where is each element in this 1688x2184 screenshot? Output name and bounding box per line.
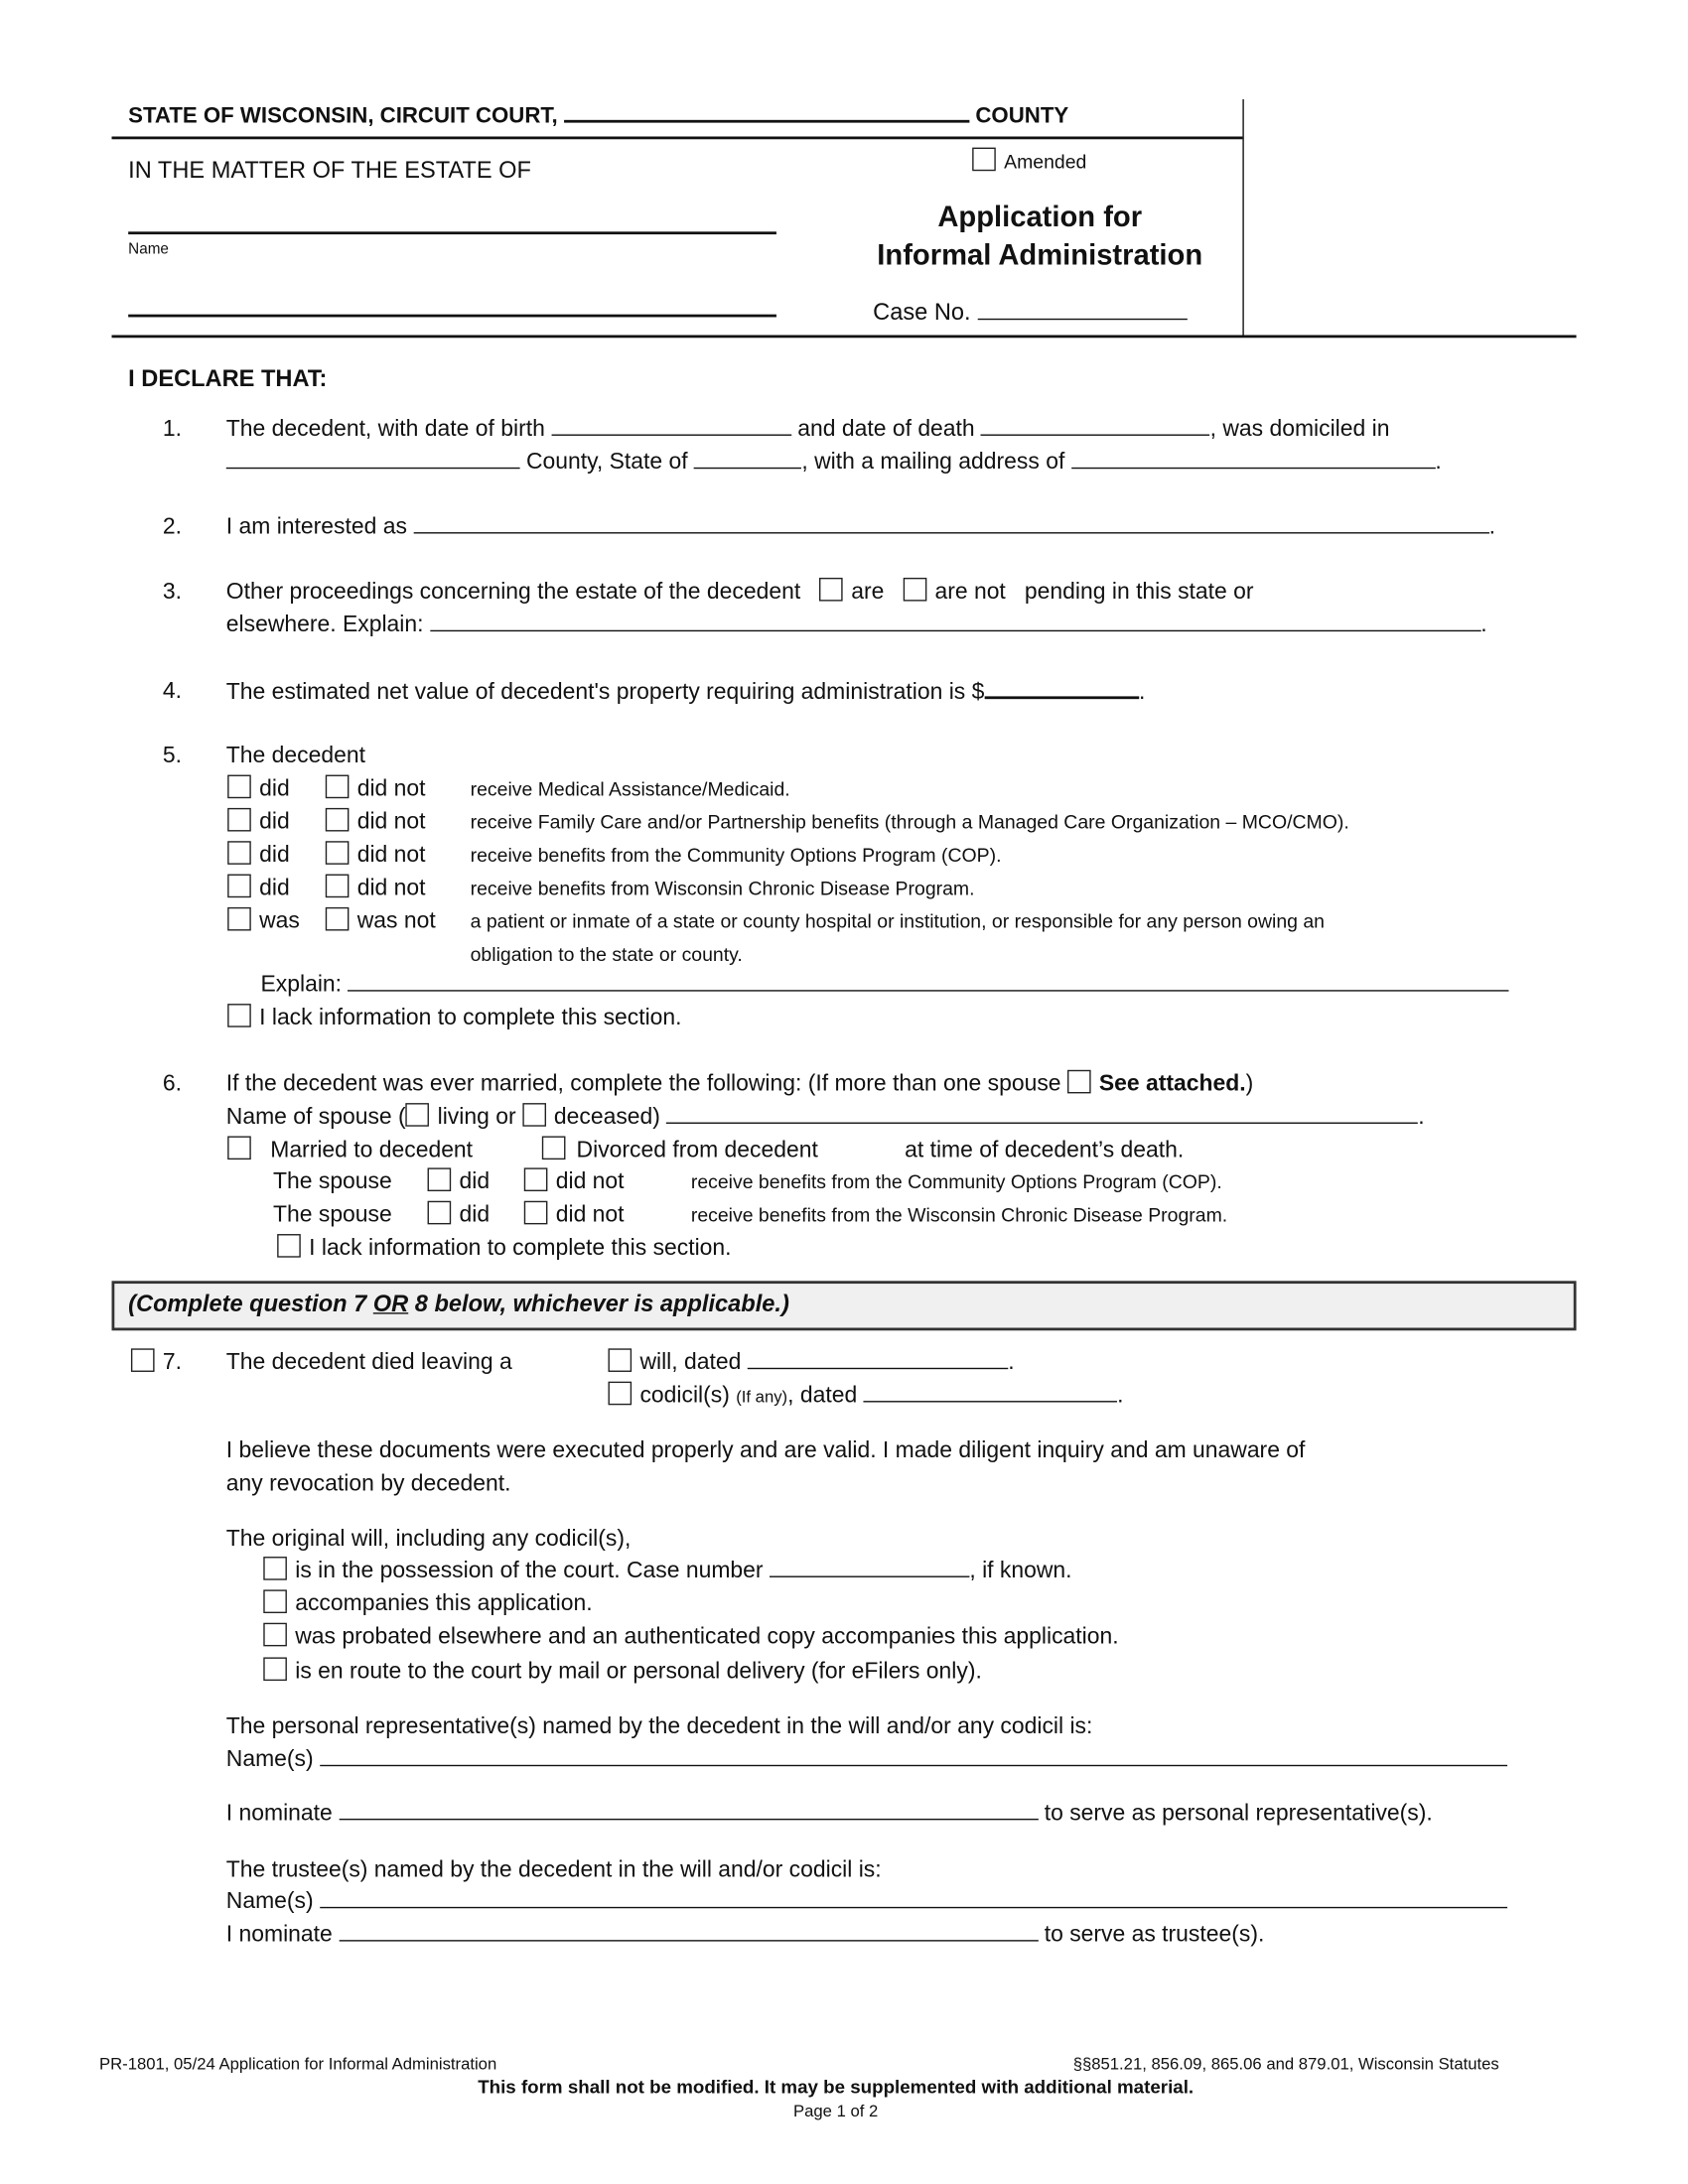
net-value-field[interactable]	[984, 677, 1139, 699]
did-checkbox[interactable]	[227, 775, 251, 799]
codicil-checkbox[interactable]	[609, 1382, 633, 1406]
q6-line1	[226, 1070, 1253, 1098]
possession-checkbox[interactable]	[263, 1557, 287, 1580]
text: I lack information to complete this section.	[259, 1005, 682, 1030]
spouse-cop-opts	[524, 1167, 625, 1195]
q6-lack	[277, 1234, 731, 1262]
q1-line2	[226, 448, 1442, 476]
estate-of-label: IN THE MATTER OF THE ESTATE OF	[128, 157, 531, 184]
text: The original will, including any codicil(s),	[225, 1526, 632, 1552]
did-not-checkbox[interactable]	[326, 875, 350, 898]
spouse-wcdp-opts	[524, 1201, 625, 1229]
pr-nominate	[226, 1800, 1433, 1828]
explain-field[interactable]	[430, 611, 1480, 631]
text: See attached.	[1098, 1071, 1246, 1097]
court-line	[128, 100, 1068, 131]
date-of-birth-field[interactable]	[551, 415, 791, 436]
q3-line1	[226, 578, 1254, 606]
text: The decedent	[225, 743, 365, 768]
item-number: 7.	[162, 1349, 183, 1375]
text: receive Medical Assistance/Medicaid.	[470, 777, 790, 800]
interest-field[interactable]	[413, 513, 1488, 534]
probated-elsewhere-checkbox[interactable]	[263, 1623, 287, 1647]
q5-lack	[227, 1004, 681, 1031]
text: was	[259, 908, 300, 934]
pr-names	[226, 1745, 1507, 1773]
see-attached-checkbox[interactable]	[1067, 1070, 1091, 1094]
text: The trustee(s) named by the decedent in the will and/or codicil is:	[225, 1856, 882, 1882]
lack-info-checkbox[interactable]	[277, 1234, 301, 1258]
are-checkbox[interactable]	[819, 578, 843, 602]
text: .	[1138, 679, 1146, 705]
text: .	[1435, 449, 1442, 475]
text: did not	[356, 842, 426, 868]
text: a patient or inmate of a state or county hospital or institution, or responsible for any person owing an	[470, 909, 1325, 932]
text: OR	[372, 1291, 409, 1317]
text: County, State of	[525, 449, 688, 475]
text: receive benefits from Wisconsin Chronic Disease Program.	[470, 877, 975, 899]
q6-line2	[226, 1103, 1425, 1131]
did-checkbox[interactable]	[227, 841, 251, 865]
text: receive benefits from the Wisconsin Chronic Disease Program.	[690, 1203, 1228, 1226]
text: was not	[356, 908, 436, 934]
county-label: COUNTY	[975, 104, 1069, 129]
case-no	[873, 299, 1187, 327]
county-domicile-field[interactable]	[226, 448, 520, 469]
deceased-checkbox[interactable]	[522, 1103, 546, 1127]
did-checkbox[interactable]	[428, 1201, 452, 1225]
text: The spouse	[273, 1168, 392, 1194]
text: will, dated	[639, 1349, 742, 1375]
state-field[interactable]	[694, 448, 801, 469]
q5-row	[471, 808, 1349, 836]
case-no-field[interactable]	[977, 299, 1187, 320]
text: I nominate	[225, 1800, 333, 1826]
q5-row	[326, 841, 426, 869]
text: Name of spouse (	[225, 1104, 406, 1130]
text: )	[1245, 1071, 1254, 1097]
text: 8 below, whichever is applicable.)	[408, 1291, 789, 1317]
text: I nominate	[225, 1922, 333, 1948]
will-checkbox[interactable]	[609, 1348, 633, 1372]
text: .	[1480, 612, 1487, 637]
text: Name(s)	[225, 1888, 314, 1914]
form-title	[833, 199, 1247, 276]
amended-option	[972, 148, 1086, 176]
did-checkbox[interactable]	[227, 875, 251, 898]
q5-row	[227, 907, 300, 935]
page-number: Page 1 of 2	[793, 2101, 879, 2121]
declare-heading: I DECLARE THAT:	[128, 365, 328, 392]
trustee-nominee-field[interactable]	[339, 1921, 1038, 1942]
q5-row	[471, 875, 975, 902]
text: was probated elsewhere and an authenticated copy accompanies this application.	[295, 1624, 1119, 1650]
text: receive benefits from the Community Options Program (COP).	[470, 844, 1002, 867]
text: receive benefits from the Community Options Program (COP).	[690, 1170, 1222, 1193]
county-field[interactable]	[564, 100, 969, 122]
q5-row	[227, 841, 290, 869]
text: did	[259, 775, 290, 801]
divider	[112, 336, 1577, 339]
text: I believe these documents were executed properly and are valid. I made diligent inquiry and am unaware of	[225, 1437, 1306, 1463]
text: .	[1488, 514, 1496, 540]
text: to serve as personal representative(s).	[1044, 1800, 1433, 1826]
q6-divorced	[542, 1136, 818, 1163]
text: I lack information to complete this section.	[309, 1235, 732, 1261]
did-not-checkbox[interactable]	[524, 1201, 548, 1225]
text: .	[1418, 1104, 1425, 1130]
text: obligation to the state or county.	[470, 943, 743, 966]
case-no-label: Case No.	[873, 299, 971, 326]
text: Explain:	[260, 972, 343, 998]
item-number: 3.	[162, 579, 183, 605]
pr-names-field[interactable]	[320, 1745, 1507, 1766]
text: is en route to the court by mail or personal delivery (for eFilers only).	[295, 1658, 982, 1684]
case-number-field[interactable]	[770, 1557, 969, 1577]
text: Name(s)	[225, 1746, 314, 1772]
did-checkbox[interactable]	[428, 1167, 452, 1191]
item-number: 6.	[162, 1071, 183, 1097]
text: Other proceedings concerning the estate of the decedent	[225, 579, 801, 605]
spouse-wcdp-opts	[428, 1201, 491, 1229]
text: elsewhere. Explain:	[225, 612, 424, 637]
q5-row	[326, 808, 426, 836]
trustee-names-field[interactable]	[320, 1887, 1507, 1908]
text: The estimated net value of decedent's property requiring administration is $	[225, 679, 985, 705]
decedent-name-field-2[interactable]	[128, 315, 776, 317]
q5-row	[227, 808, 290, 836]
text: , was domiciled in	[1209, 416, 1390, 442]
text: to serve as trustee(s).	[1044, 1922, 1265, 1948]
will-option-2	[263, 1589, 592, 1617]
q5-row	[471, 775, 790, 803]
item-number: 5.	[162, 743, 183, 768]
q4-line	[226, 677, 1146, 706]
q7-select	[131, 1348, 182, 1376]
married-checkbox[interactable]	[227, 1136, 251, 1160]
text: did	[459, 1202, 491, 1228]
did-not-checkbox[interactable]	[326, 775, 350, 799]
codicil-line	[609, 1382, 1124, 1411]
text: .	[1008, 1349, 1015, 1375]
q5-row	[471, 907, 1325, 935]
text: The personal representative(s) named by the decedent in the will and/or any codicil is:	[225, 1713, 1093, 1739]
text: , if known.	[969, 1558, 1072, 1583]
text: The decedent, with date of birth	[225, 416, 545, 442]
banner-text	[128, 1291, 789, 1318]
will-date-field[interactable]	[748, 1348, 1009, 1369]
accompanies-checkbox[interactable]	[263, 1589, 287, 1613]
decedent-name-field[interactable]	[128, 231, 776, 234]
did-not-checkbox[interactable]	[326, 808, 350, 832]
text: any revocation by decedent.	[225, 1470, 511, 1496]
text: did not	[356, 775, 426, 801]
q1-line1	[226, 415, 1390, 443]
text: Divorced from decedent	[576, 1137, 818, 1162]
q3-line2	[226, 611, 1487, 638]
text: deceased)	[553, 1104, 660, 1130]
will-option-3	[263, 1623, 1118, 1651]
item-number: 1.	[162, 416, 183, 442]
text: at time of decedent’s death.	[905, 1137, 1185, 1162]
court-label: STATE OF WISCONSIN, CIRCUIT COURT,	[128, 104, 558, 129]
text: (Complete question 7	[128, 1291, 373, 1317]
are-not-checkbox[interactable]	[904, 578, 927, 602]
text: did	[259, 809, 290, 835]
text: living or	[437, 1104, 516, 1130]
form-id: PR-1801, 05/24 Application for Informal Administration	[99, 2054, 497, 2074]
divorced-checkbox[interactable]	[542, 1136, 566, 1160]
spouse-wcdp	[273, 1201, 392, 1229]
text: .	[1117, 1383, 1124, 1409]
text: and date of death	[797, 416, 975, 442]
q5-row	[471, 841, 1002, 869]
name-label: Name	[128, 241, 169, 258]
text: did not	[356, 875, 426, 900]
date-of-death-field[interactable]	[981, 415, 1210, 436]
text: is in the possession of the court. Case number	[295, 1558, 764, 1583]
explain-field[interactable]	[348, 971, 1508, 992]
did-not-checkbox[interactable]	[326, 841, 350, 865]
q5-row	[326, 907, 436, 935]
amended-label: Amended	[1004, 150, 1087, 173]
text: The decedent died leaving a	[225, 1349, 512, 1375]
text: are not	[934, 579, 1006, 605]
q5-row	[326, 875, 426, 902]
divider	[112, 137, 1243, 140]
spouse-name-field[interactable]	[666, 1103, 1418, 1124]
q5-explain	[261, 971, 1509, 999]
en-route-checkbox[interactable]	[263, 1657, 287, 1681]
pr-nominee-field[interactable]	[339, 1800, 1038, 1821]
title-line-1: Application for	[937, 201, 1143, 233]
text: receive Family Care and/or Partnership benefits (through a Managed Care Organization – MCO/CMO).	[470, 810, 1349, 833]
q5-row	[227, 875, 290, 902]
codicil-date-field[interactable]	[864, 1382, 1118, 1403]
text: codicil(s)	[639, 1383, 730, 1409]
will-option-1	[263, 1557, 1071, 1584]
title-line-2: Informal Administration	[877, 239, 1203, 272]
trustee-nominate	[226, 1921, 1265, 1949]
item-number: 4.	[162, 678, 183, 704]
notice: This form shall not be modified. It may be supplemented with additional material.	[478, 2076, 1195, 2098]
will-line	[609, 1348, 1015, 1376]
spouse-cop-opts	[428, 1167, 491, 1195]
lack-info-checkbox[interactable]	[227, 1004, 251, 1027]
text: did	[259, 875, 290, 900]
did-checkbox[interactable]	[227, 808, 251, 832]
was-not-checkbox[interactable]	[326, 907, 350, 931]
text: did not	[555, 1168, 625, 1194]
q5-row	[227, 775, 290, 803]
item-number: 2.	[162, 514, 183, 540]
text: did	[259, 842, 290, 868]
text: Married to decedent	[270, 1137, 474, 1162]
text: If the decedent was ever married, complete the following: (If more than one spouse	[225, 1071, 1061, 1097]
text: , dated	[787, 1383, 858, 1409]
will-option-4	[263, 1657, 982, 1685]
text: did not	[555, 1202, 625, 1228]
was-checkbox[interactable]	[227, 907, 251, 931]
q7-checkbox[interactable]	[131, 1348, 155, 1372]
mailing-address-field[interactable]	[1071, 448, 1436, 469]
text: (If any)	[736, 1387, 788, 1407]
text: pending in this state or	[1024, 579, 1254, 605]
amended-checkbox[interactable]	[972, 148, 996, 172]
q5-row	[326, 775, 426, 803]
spouse-cop	[273, 1167, 392, 1195]
text: accompanies this application.	[295, 1590, 593, 1616]
statutes: §§851.21, 856.09, 865.06 and 879.01, Wisconsin Statutes	[1072, 2054, 1499, 2074]
text: , with a mailing address of	[801, 449, 1065, 475]
text: I am interested as	[225, 514, 407, 540]
text: did not	[356, 809, 426, 835]
q2-line	[226, 513, 1495, 541]
did-not-checkbox[interactable]	[524, 1167, 548, 1191]
q6-line3	[227, 1136, 473, 1163]
text: are	[851, 579, 885, 605]
text: The spouse	[273, 1202, 392, 1228]
living-checkbox[interactable]	[406, 1103, 430, 1127]
text: did	[459, 1168, 491, 1194]
trustee-names	[226, 1887, 1507, 1915]
